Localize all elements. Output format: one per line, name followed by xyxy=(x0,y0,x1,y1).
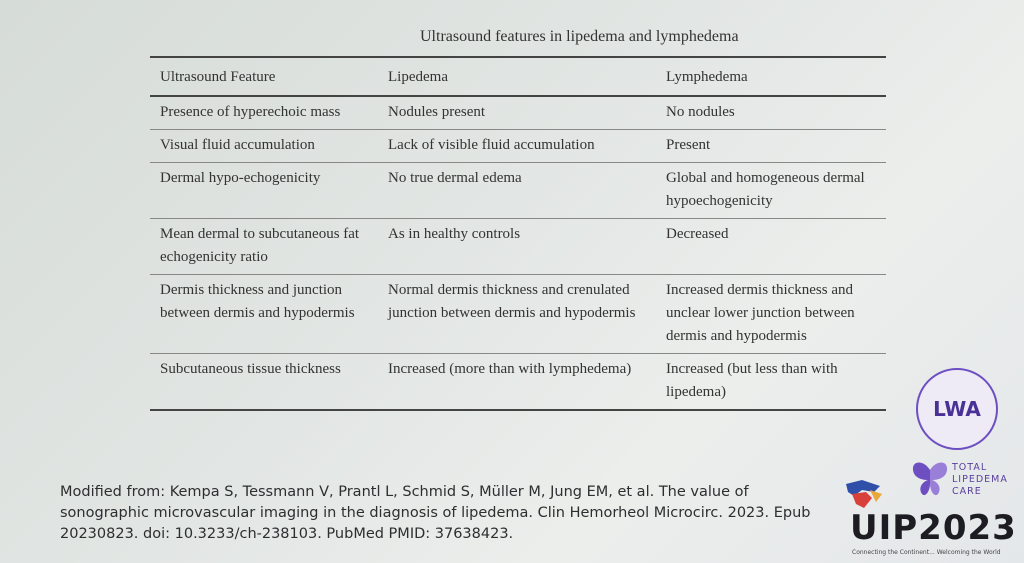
slide-title: Ultrasound features in lipedema and lymphedema xyxy=(420,28,739,45)
header-feature: Ultrasound Feature xyxy=(160,69,276,85)
header-lipedema: Lipedema xyxy=(388,69,448,85)
cell-lymphedema: Global and homogeneous dermal hypoechogenicity xyxy=(666,170,865,209)
cell-lymphedema: Present xyxy=(666,137,711,153)
cell-lymphedema: Decreased xyxy=(666,226,729,242)
table-row xyxy=(150,130,886,163)
cell-feature: Dermal hypo-echogenicity xyxy=(160,170,321,186)
cell-feature: Subcutaneous tissue thickness xyxy=(160,361,341,377)
cell-lipedema: Lack of visible fluid accumulation xyxy=(388,137,595,153)
butterfly-icon xyxy=(910,458,950,498)
cell-lipedema: Nodules present xyxy=(388,104,486,120)
citation-text: Modified from: Kempa S, Tessmann V, Prantl L, Schmid S, Müller M, Jung EM, et al. The value of sonographic microvascular imaging in the diagnosis of lipedema. Clin Hemorheol Microcirc. 2023. Epub 20230823. doi: 10.3233/ch-238103. PubMed PMID: 37638423. xyxy=(60,484,811,542)
lwa-logo-text: LWA xyxy=(933,397,981,421)
uip2023-logo: UIP2023 xyxy=(850,508,1017,548)
uip-tagline: Connecting the Continent... Welcoming the World xyxy=(852,549,1001,556)
cell-lymphedema: No nodules xyxy=(666,104,735,120)
header-lymphedema: Lymphedema xyxy=(666,69,748,85)
table-row xyxy=(150,96,886,130)
tlc-line-1: TOTAL xyxy=(952,462,988,473)
table-header-row xyxy=(150,57,886,96)
cell-lipedema: As in healthy controls xyxy=(388,226,521,242)
cell-feature: Dermis thickness and junction between dermis and hypodermis xyxy=(160,282,355,321)
table-row xyxy=(150,275,886,354)
tlc-line-3: CARE xyxy=(952,486,982,497)
cell-lymphedema: Increased (but less than with lipedema) xyxy=(666,361,838,400)
features-table xyxy=(150,56,886,411)
total-lipedema-care-logo xyxy=(952,462,1024,498)
cell-feature: Presence of hyperechoic mass xyxy=(160,104,341,120)
cell-lipedema: Increased (more than with lymphedema) xyxy=(388,361,632,377)
cell-feature: Visual fluid accumulation xyxy=(160,137,315,153)
lwa-logo xyxy=(916,368,998,450)
tlc-line-2: LIPEDEMA xyxy=(952,474,1008,485)
table-row xyxy=(150,163,886,219)
cell-lymphedema: Increased dermis thickness and unclear lower junction between dermis and hypodermis xyxy=(666,282,855,344)
table-row xyxy=(150,219,886,275)
cell-lipedema: Normal dermis thickness and crenulated junction between dermis and hypodermis xyxy=(388,282,636,321)
cell-lipedema: No true dermal edema xyxy=(388,170,522,186)
cell-feature: Mean dermal to subcutaneous fat echogenicity ratio xyxy=(160,226,360,265)
table-row xyxy=(150,354,886,411)
